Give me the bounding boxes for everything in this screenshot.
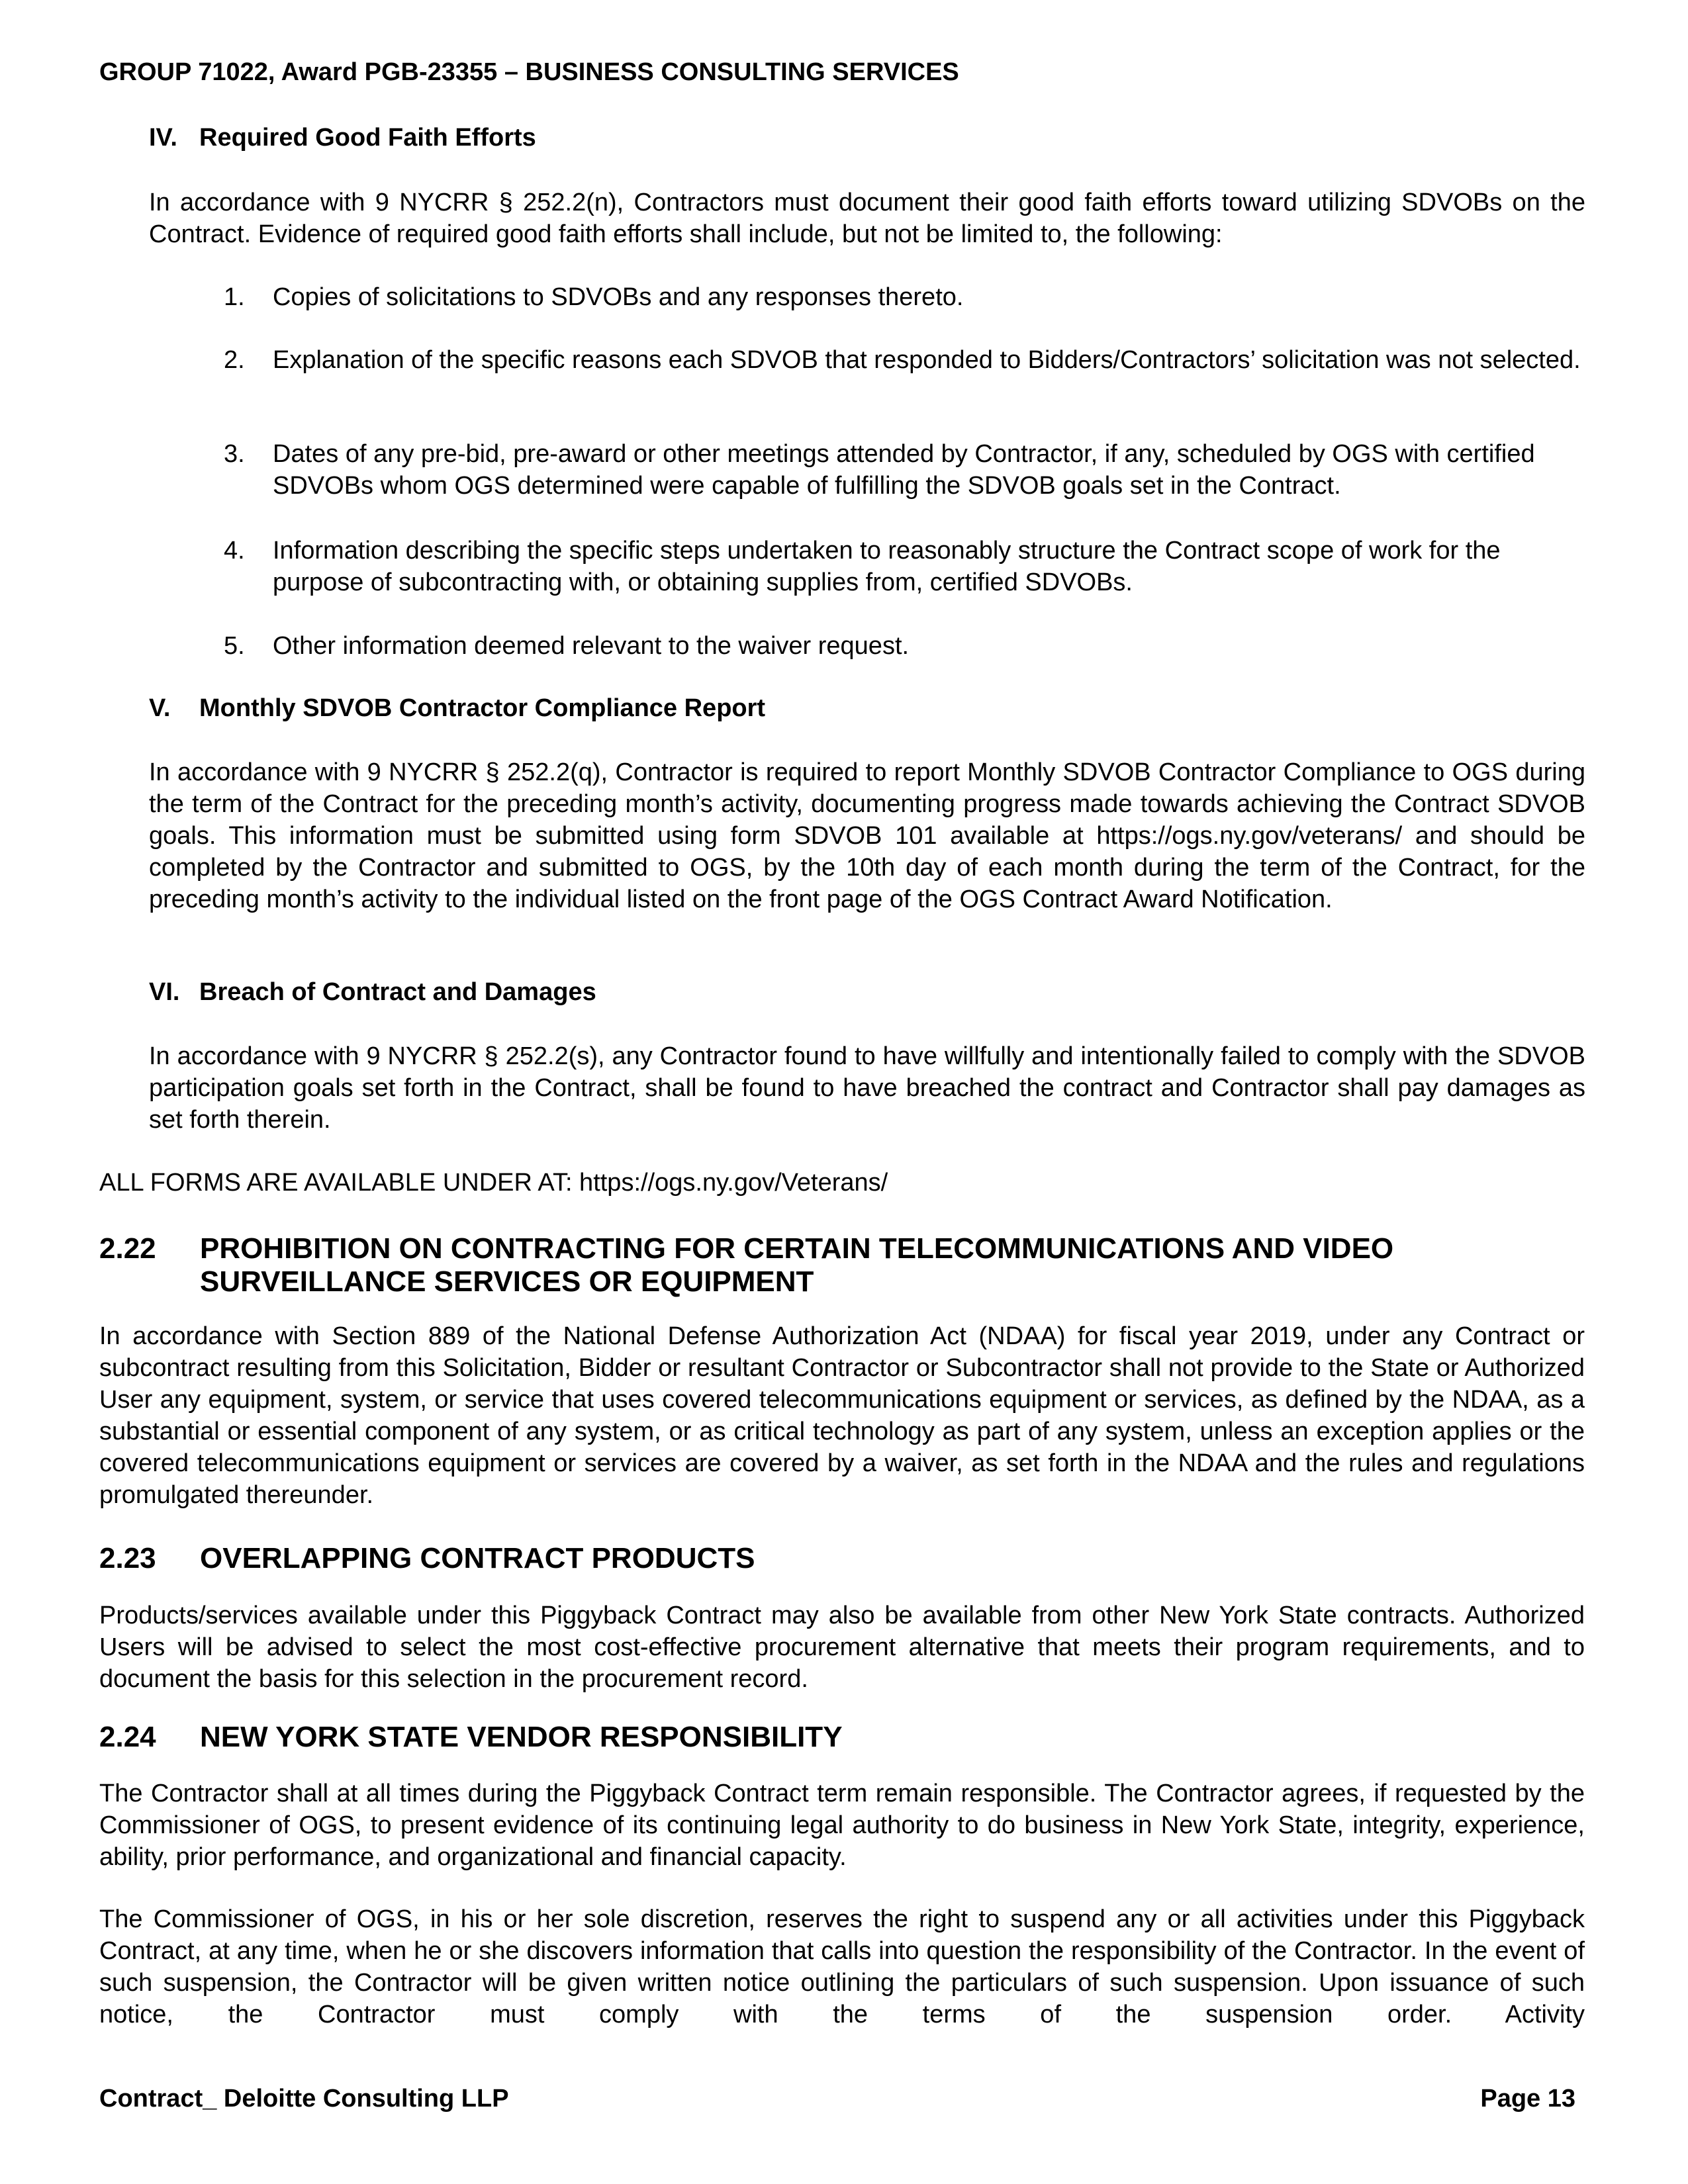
section-vi-body: In accordance with 9 NYCRR § 252.2(s), any Contractor found to have willfully and intentionally failed to comply with the SDVOB participation goals set forth in the Contract, shall be found to have breached the contract and Contractor shall pay damages as set forth therein. bbox=[149, 1042, 1585, 1134]
list-item-number: 2. bbox=[224, 346, 245, 374]
list-item-number: 3. bbox=[224, 440, 245, 468]
section-2-24-title: NEW YORK STATE VENDOR RESPONSIBILITY bbox=[200, 1721, 843, 1753]
section-iv-title: Required Good Faith Efforts bbox=[199, 124, 536, 152]
forms-note: ALL FORMS ARE AVAILABLE UNDER AT: https://ogs.ny.gov/Veterans/ bbox=[99, 1169, 888, 1197]
section-v-body: In accordance with 9 NYCRR § 252.2(q), Contractor is required to report Monthly SDVOB Contractor Compliance to OGS during the term of the Contract for the preceding month’s activity, documenting progress made towards achieving the Contract SDVOB goals. This information must be submitted using form SDVOB 101 available at https://ogs.ny.gov/veterans/ and should be completed by the Contractor and submitted to OGS, by the 10th day of each month during the term of the Contract, for the preceding month’s activity to the individual listed on the front page of the OGS Contract Award Notification. bbox=[149, 758, 1585, 913]
document-header: GROUP 71022, Award PGB-23355 – BUSINESS CONSULTING SERVICES bbox=[99, 58, 959, 86]
section-2-23-number: 2.23 bbox=[99, 1542, 156, 1574]
footer-page-number: Page 13 bbox=[1480, 2085, 1575, 2113]
section-vi-heading bbox=[149, 978, 596, 1007]
section-v-heading bbox=[149, 694, 765, 723]
section-2-24-number: 2.24 bbox=[99, 1721, 156, 1753]
section-iv-intro: In accordance with 9 NYCRR § 252.2(n), Contractors must document their good faith efforts toward utilizing SDVOBs on the Contract. Evidence of required good faith efforts shall include, but not be limited to, the following: bbox=[149, 189, 1585, 248]
section-2-23-heading bbox=[99, 1542, 755, 1575]
list-item bbox=[224, 344, 1585, 376]
page-footer bbox=[99, 2085, 1575, 2113]
list-item-text: Information describing the specific steps undertaken to reasonably structure the Contract scope of work for the purpose of subcontracting with, or obtaining supplies from, certified SDVOBs. bbox=[273, 537, 1501, 596]
section-iv-number: IV. bbox=[149, 124, 177, 152]
section-2-22-title-line2: SURVEILLANCE SERVICES OR EQUIPMENT bbox=[200, 1265, 814, 1298]
section-iv-heading bbox=[149, 124, 536, 152]
list-item-number: 4. bbox=[224, 537, 245, 565]
section-2-22-number: 2.22 bbox=[99, 1232, 156, 1265]
list-item bbox=[224, 535, 1585, 598]
section-2-22-body: In accordance with Section 889 of the National Defense Authorization Act (NDAA) for fiscal year 2019, under any Contract or subcontract resulting from this Solicitation, Bidder or resultant Contractor or Subcontractor shall not provide to the State or Authorized User any equipment, system, or service that uses covered telecommunications equipment or services, as defined by the NDAA, as a substantial or essential component of any system, or as critical technology as part of any system, unless an exception applies or the covered telecommunications equipment or services are covered by a waiver, as set forth in the NDAA and the rules and regulations promulgated thereunder. bbox=[99, 1322, 1585, 1509]
section-2-23-body: Products/services available under this Piggyback Contract may also be available from other New York State contracts. Authorized Users will be advised to select the most cost-effective procurement alternative that meets their program requirements, and to document the basis for this selection in the procurement record. bbox=[99, 1602, 1585, 1693]
list-item bbox=[224, 438, 1585, 502]
list-item-text: Copies of solicitations to SDVOBs and any responses thereto. bbox=[273, 283, 964, 311]
section-v-title: Monthly SDVOB Contractor Compliance Report bbox=[199, 694, 766, 722]
footer-contract-name: Contract_ Deloitte Consulting LLP bbox=[99, 2085, 509, 2113]
section-2-24-paragraph-2: The Commissioner of OGS, in his or her sole discretion, reserves the right to suspend any or all activities under this Piggyback Contract, at any time, when he or she discovers information that calls into question the responsibility of the Contractor. In the event of such suspension, the Contractor will be given written notice outlining the particulars of such suspension. Upon issuance of such notice, the Contractor must comply with the terms of the suspension order. Activity bbox=[99, 1905, 1585, 2028]
section-2-22-heading bbox=[99, 1232, 1585, 1298]
list-item-text: Other information deemed relevant to the waiver request. bbox=[273, 632, 910, 660]
list-item-text: Dates of any pre-bid, pre-award or other meetings attended by Contractor, if any, scheduled by OGS with certified SDVOBs whom OGS determined were capable of fulfilling the SDVOB goals set in the Contract. bbox=[273, 440, 1535, 500]
list-item bbox=[224, 281, 1585, 313]
section-vi-title: Breach of Contract and Damages bbox=[199, 978, 596, 1006]
section-vi-number: VI. bbox=[149, 978, 180, 1006]
section-2-23-title: OVERLAPPING CONTRACT PRODUCTS bbox=[200, 1542, 755, 1574]
list-item-number: 1. bbox=[224, 283, 245, 311]
list-item bbox=[224, 630, 1585, 662]
section-v-number: V. bbox=[149, 694, 171, 722]
section-2-22-title-line1: PROHIBITION ON CONTRACTING FOR CERTAIN TELECOMMUNICATIONS AND VIDEO bbox=[200, 1232, 1394, 1265]
list-item-number: 5. bbox=[224, 632, 245, 660]
list-item-text: Explanation of the specific reasons each SDVOB that responded to Bidders/Contractors’ solicitation was not selected. bbox=[273, 346, 1581, 374]
section-2-24-paragraph-1: The Contractor shall at all times during the Piggyback Contract term remain responsible. The Contractor agrees, if requested by the Commissioner of OGS, to present evidence of its continuing legal authority to do business in New York State, integrity, experience, ability, prior performance, and organizational and financial capacity. bbox=[99, 1780, 1585, 1871]
section-2-24-heading bbox=[99, 1721, 843, 1754]
